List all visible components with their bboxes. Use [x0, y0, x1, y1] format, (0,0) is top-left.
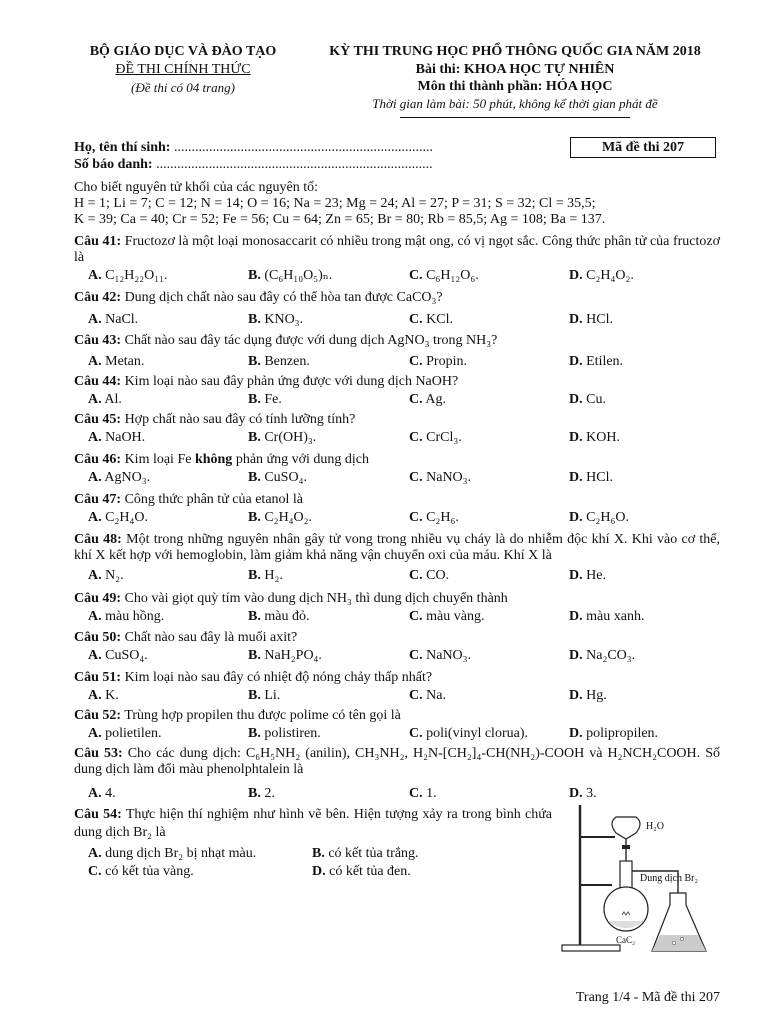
candidate-id-line: [74, 157, 433, 173]
name-label: Họ, tên thí sinh:: [74, 140, 171, 155]
question-51: Câu 51: Kim loại nào sau đây có nhiệt độ nóng chảy thấp nhất?: [74, 670, 433, 685]
official-label: [70, 62, 296, 78]
header-rule: [400, 117, 630, 118]
q45-option-a: A. NaOH.: [88, 430, 146, 445]
q46-option-c: C. NaNO₃.: [409, 470, 472, 485]
q46-option-d: D. HCl.: [569, 470, 613, 485]
q51-option-d: D. Hg.: [569, 688, 607, 703]
q51-option-a: A. K.: [88, 688, 119, 703]
question-number: Câu 41:: [74, 234, 122, 249]
q47-option-c: C. C₂H₆.: [409, 510, 459, 525]
question-text: Fructozơ là một loại monosaccarit có nhiều trong mật ong, có vị ngọt sắc. Công thức phân tử của fructozơ là: [74, 234, 721, 265]
q42-option-a: A. NaCl.: [88, 312, 139, 327]
q46-option-b: B. CuSO₄.: [248, 470, 307, 485]
q51-option-b: B. Li.: [248, 688, 281, 703]
pages-note: (Đề thi có 04 trang): [131, 80, 235, 95]
q42-option-b: B. KNO₃.: [248, 312, 304, 327]
stand-base: [562, 945, 620, 951]
time-note: Thời gian làm bài: 50 phút, không kể thời gian phát đề: [372, 96, 658, 111]
question-54: Câu 54: Thực hiện thí nghiệm như hình vẽ bên. Hiện tượng xảy ra trong bình chứa dung dịch Br₂ là: [74, 807, 553, 840]
q43-option-a: A. Metan.: [88, 354, 145, 369]
q53-option-a: A. 4.: [88, 786, 116, 801]
q50-option-d: D. Na₂CO₃.: [569, 648, 636, 663]
q47-option-b: B. C₂H₄O₂.: [248, 510, 313, 525]
label-bromine: Dung dịch Br₂: [640, 873, 698, 884]
bromine-solution: [652, 935, 706, 951]
label-cac2: CaC₂: [616, 935, 636, 945]
question-45: Câu 45: Hợp chất nào sau đây có tính lưỡng tính?: [74, 412, 356, 427]
page-footer: Trang 1/4 - Mã đề thi 207: [575, 990, 720, 1005]
question-49: Câu 49: Cho vài giọt quỳ tím vào dung dịch NH₃ thì dung dịch chuyển thành: [74, 591, 508, 606]
q50-option-b: B. NaH₂PO₄.: [248, 648, 322, 663]
q50-option-c: C. NaNO₃.: [409, 648, 472, 663]
q54-option-b: B. có kết tủa trắng.: [312, 846, 419, 861]
label-water: H₂O: [646, 821, 664, 832]
dropping-funnel: [612, 817, 640, 839]
q44-option-b: B. Fe.: [248, 392, 282, 407]
id-dots: ...............................................................................: [156, 157, 433, 172]
question-47: Câu 47: Công thức phân tử của etanol là: [74, 492, 304, 507]
q49-option-a: A. màu hồng.: [88, 609, 165, 624]
question-50: Câu 50: Chất nào sau đây là muối axit?: [74, 630, 298, 645]
question-44: Câu 44: Kim loại nào sau đây phản ứng được với dung dịch NaOH?: [74, 374, 459, 389]
q41-option-a: A. C₁₂H₂₂O₁₁.: [88, 268, 168, 283]
q54-option-c: C. có kết tủa vàng.: [88, 864, 194, 879]
stopcock: [622, 845, 630, 849]
question-46: Câu 46: Kim loại Fe không phản ứng với dung dịch: [74, 452, 370, 467]
gas-bubble: [680, 937, 683, 940]
q48-option-b: B. H₂.: [248, 568, 283, 583]
q41-option-c: C. C₆H₁₂O₆.: [409, 268, 479, 283]
q52-option-a: A. polietilen.: [88, 726, 162, 741]
q54-option-a: A. dung dịch Br₂ bị nhạt màu.: [88, 846, 257, 861]
q53-option-b: B. 2.: [248, 786, 275, 801]
q49-option-c: C. màu vàng.: [409, 609, 485, 624]
q45-option-b: B. Cr(OH)₃.: [248, 430, 317, 445]
q43-option-c: C. Propin.: [409, 354, 467, 369]
q45-option-c: C. CrCl₃.: [409, 430, 462, 445]
question-48: Câu 48: Một trong những nguyên nhân gây tử vong trong nhiều vụ cháy là do nhiễm độc khí X. Khi vào cơ thể, khí X kết hợp với hemoglobin, làm giảm khả năng vận chuyển oxi của máu. Khí X là: [74, 532, 721, 563]
q44-option-c: C. Ag.: [409, 392, 446, 407]
id-label: Số báo danh:: [74, 157, 153, 172]
gas-bubble: [672, 941, 675, 944]
q42-option-d: D. HCl.: [569, 312, 613, 327]
q48-option-c: C. CO.: [409, 568, 450, 583]
q50-option-a: A. CuSO₄.: [88, 648, 148, 663]
q52-option-d: D. polipropilen.: [569, 726, 659, 741]
question-43: Câu 43: Chất nào sau đây tác dụng được với dung dịch AgNO₃ trong NH₃?: [74, 333, 498, 348]
name-dots: ..........................................................................: [173, 140, 433, 155]
q54-option-d: D. có kết tủa đen.: [312, 864, 411, 879]
atomic-line-2: K = 39; Ca = 40; Cr = 52; Fe = 56; Cu = 64; Zn = 65; Br = 80; Rb = 85,5; Ag = 108; Ba = 137.: [74, 212, 606, 227]
candidate-name-line: [74, 140, 433, 156]
emphasis-not: không: [194, 452, 233, 467]
q46-option-a: A. AgNO₃.: [88, 470, 151, 485]
question-53: Câu 53: Cho các dung dịch: C₆H₅NH₂ (anilin), CH₃NH₂, H₂N-[CH₂]₄-CH(NH₂)-COOH và H₂NCH₂COOH. Số dung dịch làm đổi màu phenolphtalein là: [74, 746, 720, 777]
exam-code-box: Mã đề thi 207: [570, 137, 716, 158]
atomic-intro: Cho biết nguyên tử khối của các nguyên tố:: [74, 180, 318, 195]
exam-title: KỲ THI TRUNG HỌC PHỔ THÔNG QUỐC GIA NĂM 2018: [329, 44, 701, 59]
q43-option-d: D. Etilen.: [569, 354, 624, 369]
subject-name: Môn thi thành phần: HÓA HỌC: [417, 79, 613, 94]
q47-option-a: A. C₂H₄O.: [88, 510, 148, 525]
q49-option-b: B. màu đỏ.: [248, 609, 310, 624]
q47-option-d: D. C₂H₆O.: [569, 510, 629, 525]
q44-option-d: D. Cu.: [569, 392, 606, 407]
q51-option-c: C. Na.: [409, 688, 446, 703]
q53-option-c: C. 1.: [409, 786, 437, 801]
question-42: Câu 42: Dung dịch chất nào sau đây có thể hòa tan được CaCO₃?: [74, 290, 443, 305]
q48-option-d: D. He.: [569, 568, 606, 583]
question-41: [74, 234, 720, 266]
q53-option-d: D. 3.: [569, 786, 597, 801]
q52-option-b: B. polistiren.: [248, 726, 321, 741]
q52-option-c: C. poli(vinyl clorua).: [409, 726, 528, 741]
atomic-line-1: H = 1; Li = 7; C = 12; N = 14; O = 16; Na = 23; Mg = 24; Al = 27; P = 31; S = 32; Cl = 35,5;: [74, 196, 596, 211]
q48-option-a: A. N₂.: [88, 568, 124, 583]
q41-option-d: D. C₂H₄O₂.: [569, 268, 634, 283]
q41-option-b: B. (C₆H₁₀O₅)ₙ.: [248, 268, 333, 283]
q42-option-c: C. KCl.: [409, 312, 453, 327]
official-text: ĐỀ THI CHÍNH THỨC: [115, 62, 251, 77]
q45-option-d: D. KOH.: [569, 430, 620, 445]
apparatus-figure: [560, 805, 710, 955]
q49-option-d: D. màu xanh.: [569, 609, 645, 624]
ministry-name: BỘ GIÁO DỤC VÀ ĐÀO TẠO: [89, 44, 277, 59]
q44-option-a: A. Al.: [88, 392, 122, 407]
subject-group: Bài thi: KHOA HỌC TỰ NHIÊN: [415, 62, 615, 77]
q43-option-b: B. Benzen.: [248, 354, 310, 369]
question-52: Câu 52: Trùng hợp propilen thu được polime có tên gọi là: [74, 708, 401, 723]
